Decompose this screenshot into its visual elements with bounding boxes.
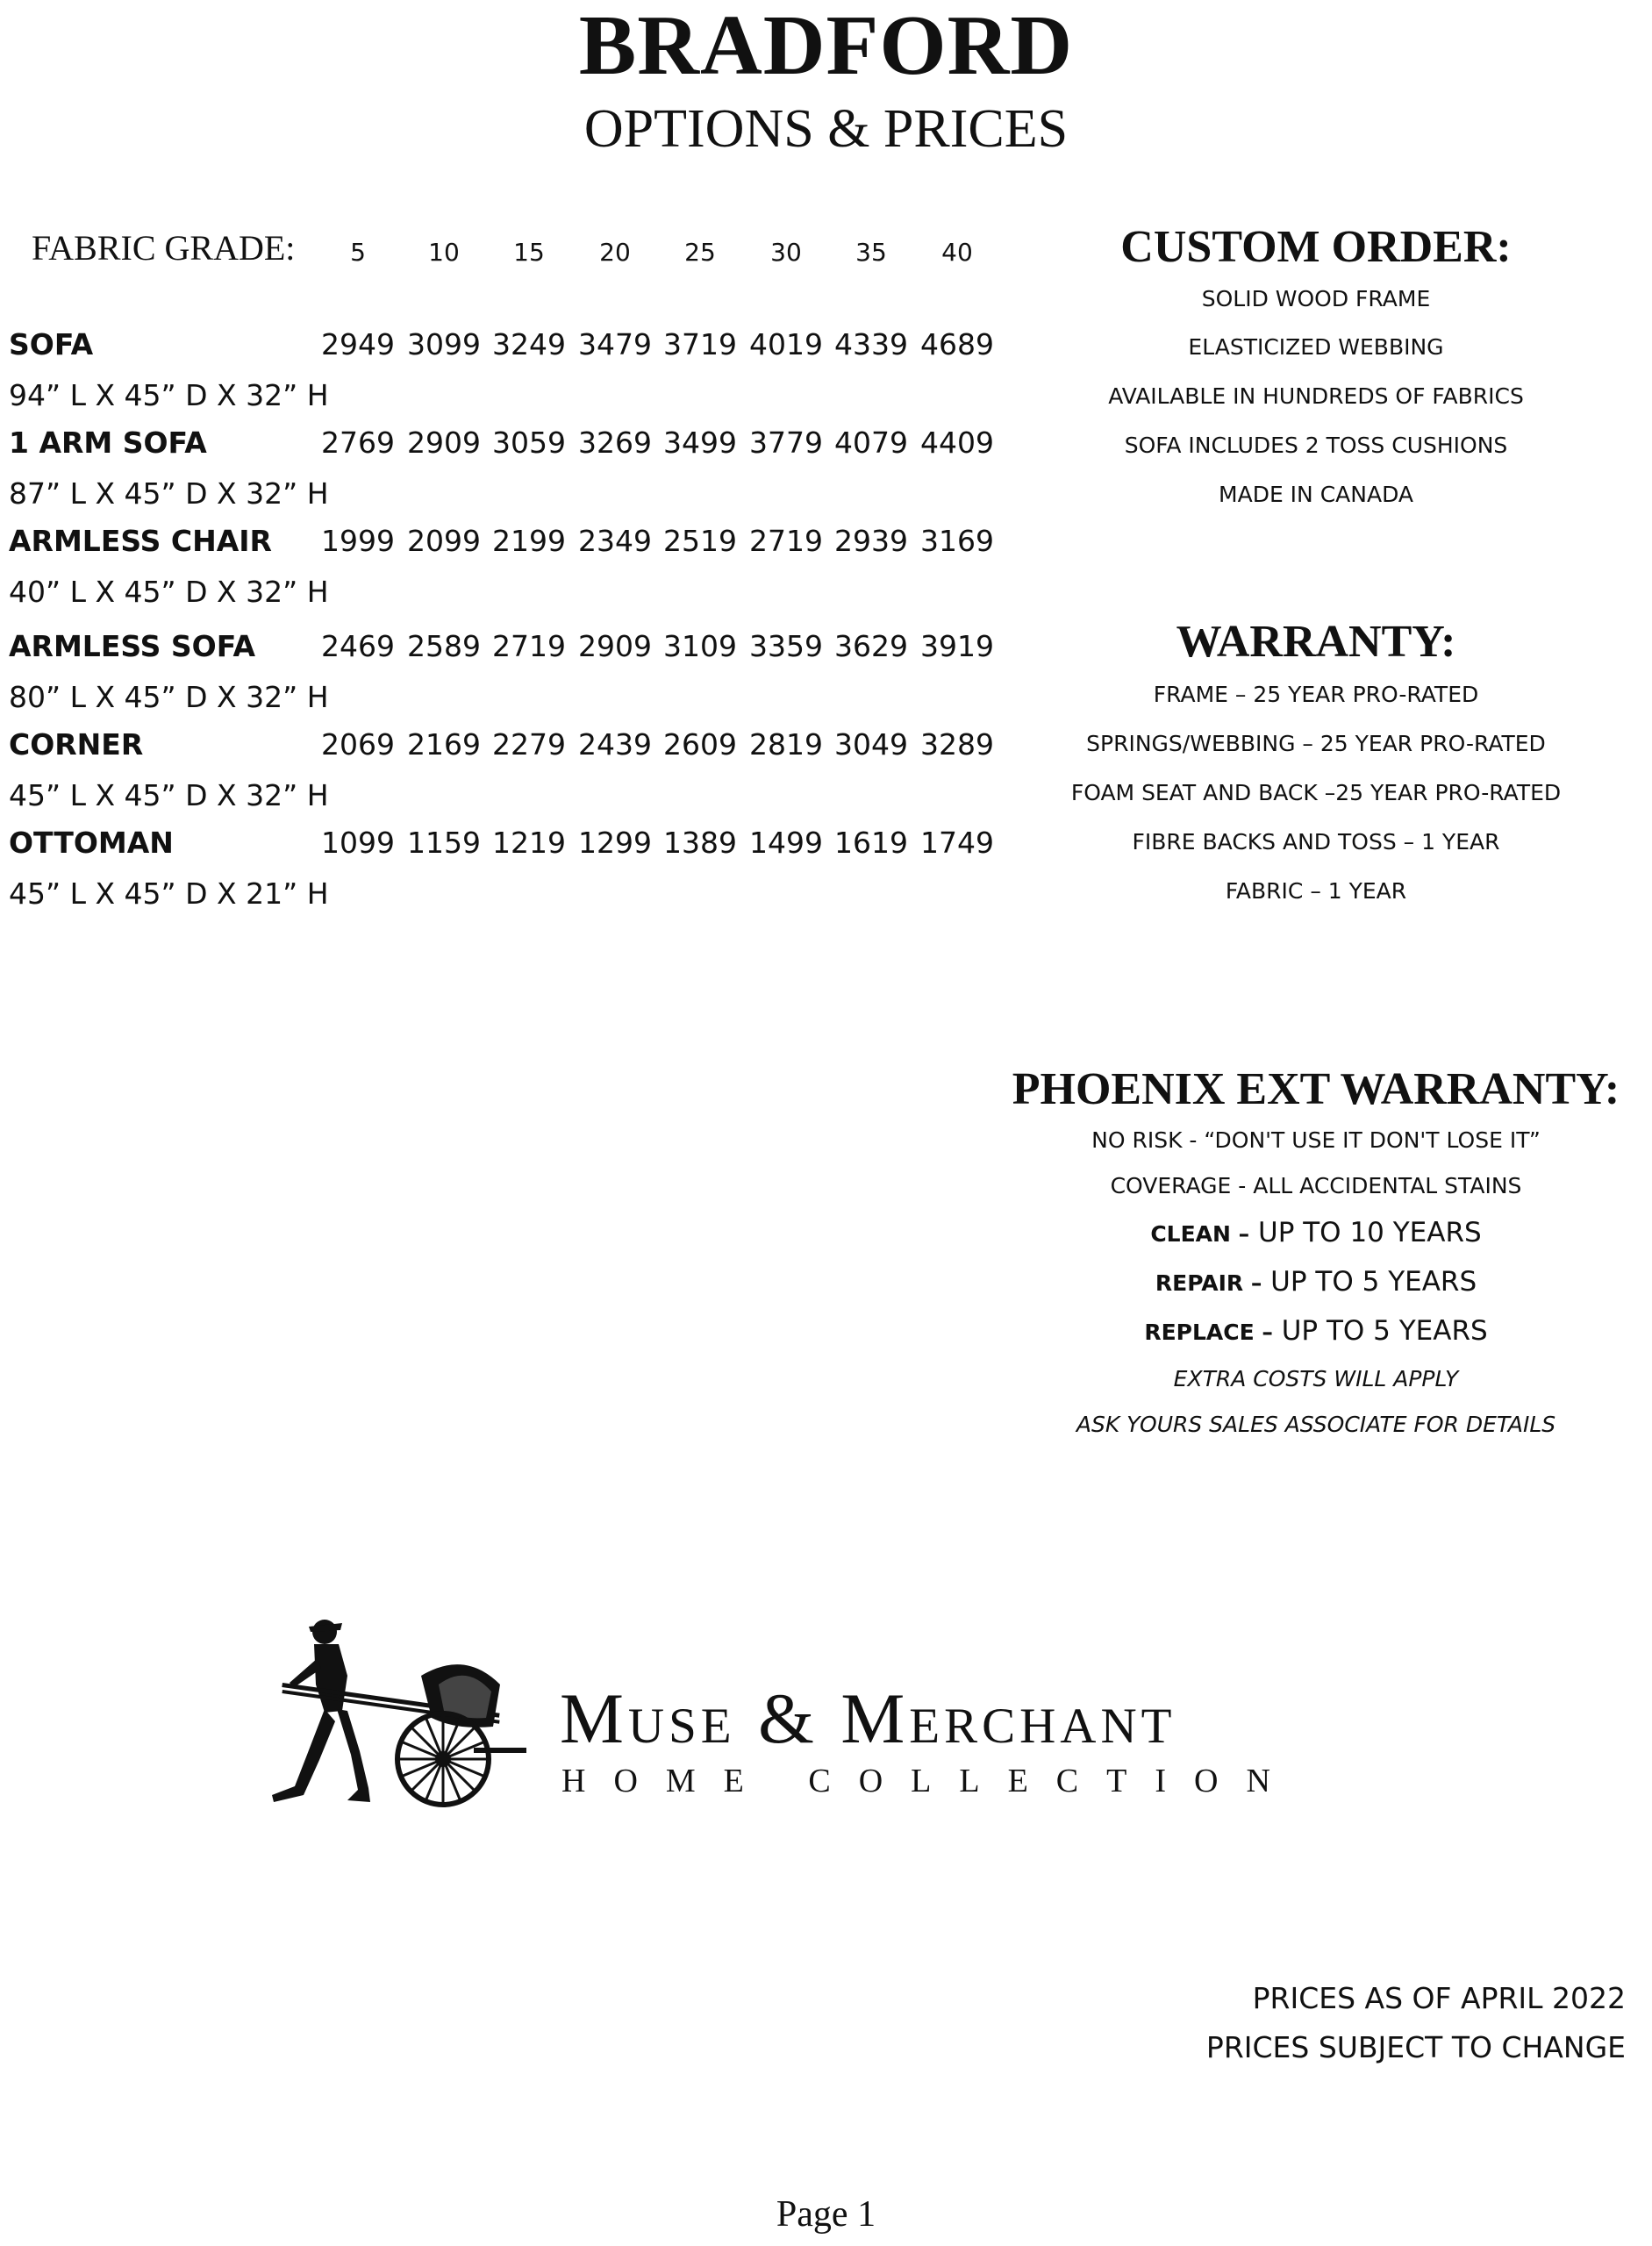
custom-order-line: SOFA INCLUDES 2 TOSS CUSHIONS xyxy=(1124,433,1508,458)
phoenix-warranty-section xyxy=(1000,1062,1632,1448)
price-cell: 3109 xyxy=(663,629,737,663)
grade-col: 25 xyxy=(684,238,716,267)
price-cell: 2769 xyxy=(321,426,395,460)
phoenix-replace-line xyxy=(1000,1307,1632,1356)
price-cell: 1749 xyxy=(920,826,994,860)
price-cell: 1159 xyxy=(407,826,481,860)
table-row xyxy=(0,517,1035,566)
price-cell: 4689 xyxy=(920,327,994,361)
grade-col: 15 xyxy=(513,238,545,267)
price-cell: 3719 xyxy=(663,327,737,361)
page-subtitle: OPTIONS & PRICES xyxy=(583,99,1069,159)
price-cell: 1099 xyxy=(321,826,395,860)
replace-text: UP TO 5 YEARS xyxy=(1272,1315,1488,1347)
warranty-heading: WARRANTY: xyxy=(1176,617,1456,667)
warranty-section xyxy=(1035,614,1597,916)
product-dimensions: 80” L X 45” D X 32” H xyxy=(9,680,329,714)
dimensions-row xyxy=(0,771,1035,820)
price-cell: 2069 xyxy=(321,727,395,762)
logo-wordmark: Muse & Merchant xyxy=(560,1678,1176,1758)
price-cell: 3269 xyxy=(578,426,652,460)
brand-logo xyxy=(263,1614,1404,1816)
warranty-line: FRAME – 25 YEAR PRO-RATED xyxy=(1153,682,1479,707)
price-cell: 3779 xyxy=(749,426,823,460)
product-dimensions: 87” L X 45” D X 32” H xyxy=(9,476,329,511)
price-cell: 2169 xyxy=(407,727,481,762)
clean-lead: CLEAN – xyxy=(1150,1221,1250,1247)
price-cell: 2609 xyxy=(663,727,737,762)
price-cell: 2909 xyxy=(407,426,481,460)
repair-lead: REPAIR – xyxy=(1155,1270,1262,1296)
repair-text: UP TO 5 YEARS xyxy=(1262,1266,1477,1298)
prices-change: PRICES SUBJECT TO CHANGE xyxy=(1205,2030,1626,2064)
table-row xyxy=(0,720,1035,769)
logo-tagline: HOME COLLECTION xyxy=(561,1763,1298,1799)
price-cell: 3629 xyxy=(834,629,908,663)
dimensions-row xyxy=(0,469,1035,519)
warranty-line: FABRIC – 1 YEAR xyxy=(1225,878,1407,904)
grade-col: 35 xyxy=(855,238,887,267)
fabric-grade-label: FABRIC GRADE: xyxy=(32,228,296,268)
price-cell: 1299 xyxy=(578,826,652,860)
price-cell: 3289 xyxy=(920,727,994,762)
grade-col: 5 xyxy=(350,238,366,267)
prices-date: PRICES AS OF APRIL 2022 xyxy=(1252,1981,1626,2015)
price-cell: 2199 xyxy=(492,524,566,558)
product-name: CORNER xyxy=(9,727,144,762)
price-cell: 2469 xyxy=(321,629,395,663)
custom-order-section xyxy=(1035,219,1597,519)
price-cell: 4339 xyxy=(834,327,908,361)
table-row xyxy=(0,622,1035,671)
product-name: OTTOMAN xyxy=(9,826,174,860)
price-cell: 3169 xyxy=(920,524,994,558)
warranty-line: SPRINGS/WEBBING – 25 YEAR PRO-RATED xyxy=(1086,731,1546,756)
price-cell: 3499 xyxy=(663,426,737,460)
price-cell: 2819 xyxy=(749,727,823,762)
price-cell: 2099 xyxy=(407,524,481,558)
price-cell: 2519 xyxy=(663,524,737,558)
price-cell: 3249 xyxy=(492,327,566,361)
dimensions-row xyxy=(0,673,1035,722)
price-cell: 1499 xyxy=(749,826,823,860)
warranty-line: FOAM SEAT AND BACK –25 YEAR PRO-RATED xyxy=(1070,780,1562,805)
page-title: BRADFORD xyxy=(578,0,1074,93)
price-cell: 2949 xyxy=(321,327,395,361)
custom-order-line: ELASTICIZED WEBBING xyxy=(1188,334,1444,360)
custom-order-line: AVAILABLE IN HUNDREDS OF FABRICS xyxy=(1108,383,1524,409)
product-name: 1 ARM SOFA xyxy=(9,426,207,460)
product-name: ARMLESS CHAIR xyxy=(9,524,272,558)
dimensions-row xyxy=(0,568,1035,617)
price-cell: 2939 xyxy=(834,524,908,558)
phoenix-note: ASK YOURS SALES ASSOCIATE FOR DETAILS xyxy=(1076,1412,1556,1437)
product-dimensions: 40” L X 45” D X 32” H xyxy=(9,575,329,609)
price-cell: 4079 xyxy=(834,426,908,460)
table-row xyxy=(0,320,1035,369)
price-cell: 1619 xyxy=(834,826,908,860)
price-cell: 2439 xyxy=(578,727,652,762)
price-cell: 3919 xyxy=(920,629,994,663)
phoenix-note: EXTRA COSTS WILL APPLY xyxy=(1173,1366,1459,1391)
grade-col: 30 xyxy=(770,238,802,267)
price-cell: 3479 xyxy=(578,327,652,361)
price-cell: 2909 xyxy=(578,629,652,663)
clean-text: UP TO 10 YEARS xyxy=(1249,1217,1482,1248)
price-cell: 3359 xyxy=(749,629,823,663)
price-cell: 3099 xyxy=(407,327,481,361)
price-cell: 3059 xyxy=(492,426,566,460)
table-row xyxy=(0,819,1035,868)
price-cell: 1389 xyxy=(663,826,737,860)
phoenix-repair-line xyxy=(1000,1258,1632,1307)
phoenix-clean-line xyxy=(1000,1209,1632,1258)
replace-lead: REPLACE – xyxy=(1144,1320,1273,1345)
custom-order-line: SOLID WOOD FRAME xyxy=(1201,286,1431,311)
grade-col: 10 xyxy=(428,238,460,267)
product-dimensions: 94” L X 45” D X 32” H xyxy=(9,378,329,412)
product-dimensions: 45” L X 45” D X 32” H xyxy=(9,778,329,812)
table-row xyxy=(0,418,1035,468)
grade-col: 40 xyxy=(941,238,973,267)
price-cell: 2719 xyxy=(749,524,823,558)
product-dimensions: 45” L X 45” D X 21” H xyxy=(9,876,329,911)
price-cell: 2589 xyxy=(407,629,481,663)
price-cell: 1999 xyxy=(321,524,395,558)
phoenix-line: NO RISK - “DON'T USE IT DON'T LOSE IT” xyxy=(1091,1127,1541,1153)
dimensions-row xyxy=(0,371,1035,420)
product-name: SOFA xyxy=(9,327,94,361)
price-cell: 4409 xyxy=(920,426,994,460)
price-cell: 3049 xyxy=(834,727,908,762)
product-name: ARMLESS SOFA xyxy=(9,629,256,663)
custom-order-heading: CUSTOM ORDER: xyxy=(1120,222,1512,272)
price-cell: 4019 xyxy=(749,327,823,361)
price-cell: 2279 xyxy=(492,727,566,762)
price-cell: 2719 xyxy=(492,629,566,663)
custom-order-line: MADE IN CANADA xyxy=(1219,482,1413,507)
grade-col: 20 xyxy=(599,238,631,267)
dimensions-row xyxy=(0,869,1035,919)
price-cell: 2349 xyxy=(578,524,652,558)
page-number: Page 1 xyxy=(776,2194,876,2235)
phoenix-line: COVERAGE - ALL ACCIDENTAL STAINS xyxy=(1110,1173,1522,1198)
warranty-line: FIBRE BACKS AND TOSS – 1 YEAR xyxy=(1132,829,1500,855)
prices-note xyxy=(1206,1974,1626,2072)
phoenix-heading: PHOENIX EXT WARRANTY: xyxy=(1012,1064,1620,1114)
price-cell: 1219 xyxy=(492,826,566,860)
rickshaw-puller-icon xyxy=(263,1614,544,1816)
